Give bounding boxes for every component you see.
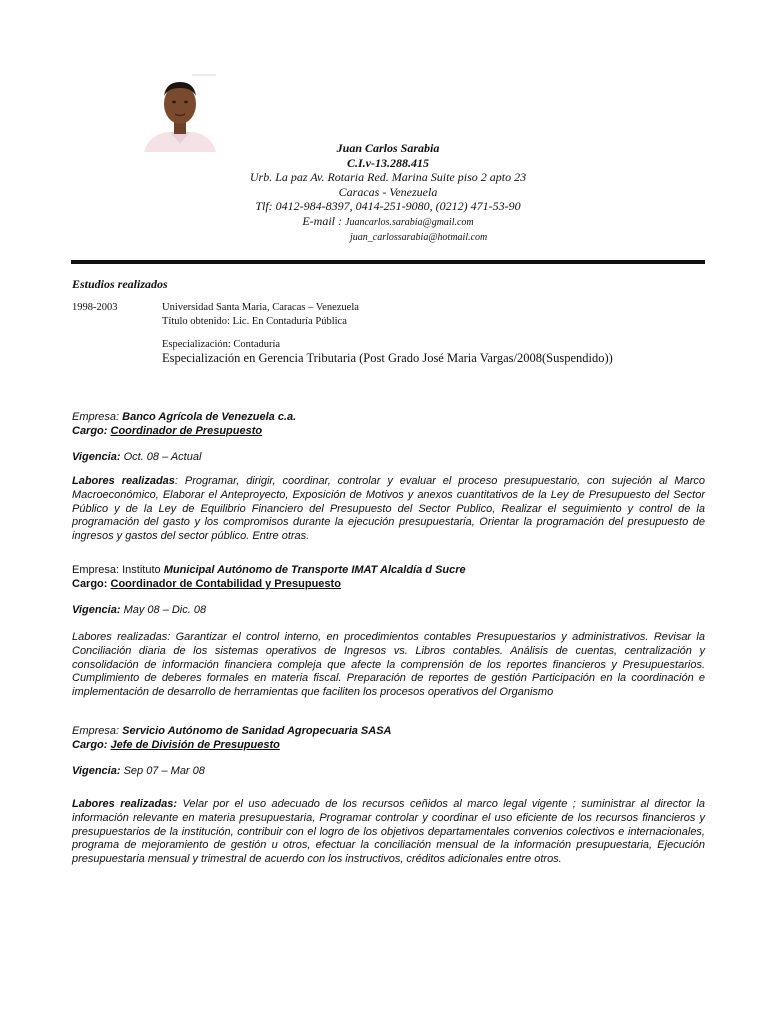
person-photo-icon [142, 74, 218, 152]
job-3-duties [72, 798, 705, 867]
job-3-period-line [72, 765, 705, 779]
education-specialization-2: Especialización en Gerencia Tributaria (Post Grado José Maria Vargas/2008(Suspendido)) [162, 351, 613, 365]
company-label: Empresa: Instituto [72, 564, 164, 576]
period-value: May 08 – Dic. 08 [123, 604, 207, 617]
duties-label: Labores realizadas [72, 475, 175, 488]
role-title: Coordinador de Presupuesto [110, 424, 263, 437]
period-label: Vigencia: [72, 765, 121, 778]
education-title: Estudios realizados [72, 277, 168, 291]
role-label: Cargo: [72, 424, 108, 437]
role-label: Cargo: [72, 738, 108, 751]
job-1-role-line [72, 425, 705, 439]
duties-label: Labores realizadas: [72, 798, 178, 811]
header-divider [71, 260, 705, 264]
education-degree: Título obtenido: Lic. En Contaduría Pública [162, 316, 347, 327]
job-2-role-line [72, 578, 705, 592]
education-university: Universidad Santa Maria, Caracas – Venezuela [162, 302, 359, 313]
job-1-company-line [72, 411, 705, 425]
company-name: Banco Agrícola de Venezuela c.a. [122, 411, 297, 423]
contact-header [222, 141, 554, 246]
job-2-duties [72, 631, 705, 700]
duties-label: Labores realizadas: [72, 631, 171, 644]
company-label: Empresa: [72, 725, 120, 737]
company-label: Empresa: [72, 411, 120, 423]
job-3-company-line [72, 725, 705, 739]
education-years: 1998-2003 [72, 302, 118, 313]
duties-text: Garantizar el control interno, en procedimientos contables Presupuestarios y administrativos. Revisar la Conciliación diaria de los sistemas operativos de Ingresos vs. Libros contables. Análisis de cuentas, centralización y consolidación de información financiera compleja que afecte la comprensión de los reportes financieros y Presupuestarios. Cumplimiento de deberes formales en materia fiscal. Preparación de reportes de gestión Participación en la coordinación e implementación de desarrollo de herramientas que faciliten los procesos operativos del Organismo [72, 631, 705, 698]
candidate-name: Juan Carlos Sarabia [336, 141, 440, 155]
candidate-phones: Tlf: 0412-984-8397, 0414-251-9080, (0212) 471-53-90 [255, 199, 521, 213]
period-value: Oct. 08 – Actual [123, 451, 202, 464]
period-label: Vigencia: [72, 451, 121, 464]
role-title: Coordinador de Contabilidad y Presupuesto [110, 577, 341, 590]
candidate-address: Urb. La paz Av. Rotaria Red. Marina Suite piso 2 apto 23 [249, 170, 527, 184]
duties-text: Velar por el uso adecuado de los recursos ceñidos al marco legal vigente ; suministrar al director la información relevante en materia presupuestaria, Programar controlar y coordinar el uso eficiente de los recursos financieros y presupuestarios de la institución, contribuir con el logro de los objetivos departamentales convenios colectivos e internacionales, programa de mejoramiento de gestión u otros, efectuar la conciliación mensual de la información presupuestaria, Ejecución presupuestaria mensual y trimestral de acuerdo con los instructivos, créditos adicionales entre otros. [72, 798, 705, 865]
job-3-role-line [72, 739, 705, 753]
job-2-company-line [72, 564, 705, 578]
profile-photo [142, 74, 218, 152]
candidate-city: Caracas - Venezuela [338, 184, 438, 199]
email-line [222, 214, 554, 231]
period-label: Vigencia: [72, 604, 121, 617]
job-1-period-line [72, 451, 705, 465]
email-secondary: juan_carlossarabia@hotmail.com [350, 232, 488, 243]
period-value: Sep 07 – Mar 08 [123, 765, 205, 778]
email-label: E-mail : [302, 213, 342, 228]
duties-text: : Programar, dirigir, coordinar, controlar y evaluar el proceso presupuestario, con sujeción al Marco Macroeconómico, Elaborar el Anteproyecto, Exposición de Motivos y anexos cuantitativos de la Ley de Presupuesto del Sector Público y de la Ley de Equilibrio Financiero del Presupuesto del Sector Publico, Realizar el seguimiento y control de la programación del gasto y los compromisos durante la ejecución presupuestaria, Orientar la programación del presupuesto de ingresos y gastos del sector público. Entre otras. [72, 475, 705, 542]
role-label: Cargo: [72, 577, 108, 590]
job-1-duties [72, 475, 705, 544]
education-specialization: Especialización: Contaduría [162, 339, 281, 350]
job-2 [72, 564, 705, 700]
role-title: Jefe de División de Presupuesto [110, 738, 280, 751]
company-name: Municipal Autónomo de Transporte IMAT Alcaldía d Sucre [163, 564, 466, 576]
candidate-id: C.I.v-13.288.415 [347, 155, 429, 170]
email-primary: Juancarlos.sarabia@gmail.com [345, 216, 474, 228]
job-1 [72, 411, 705, 544]
job-3 [72, 725, 705, 867]
job-2-period-line [72, 604, 705, 618]
company-name: Servicio Autónomo de Sanidad Agropecuaria SASA [122, 725, 392, 737]
